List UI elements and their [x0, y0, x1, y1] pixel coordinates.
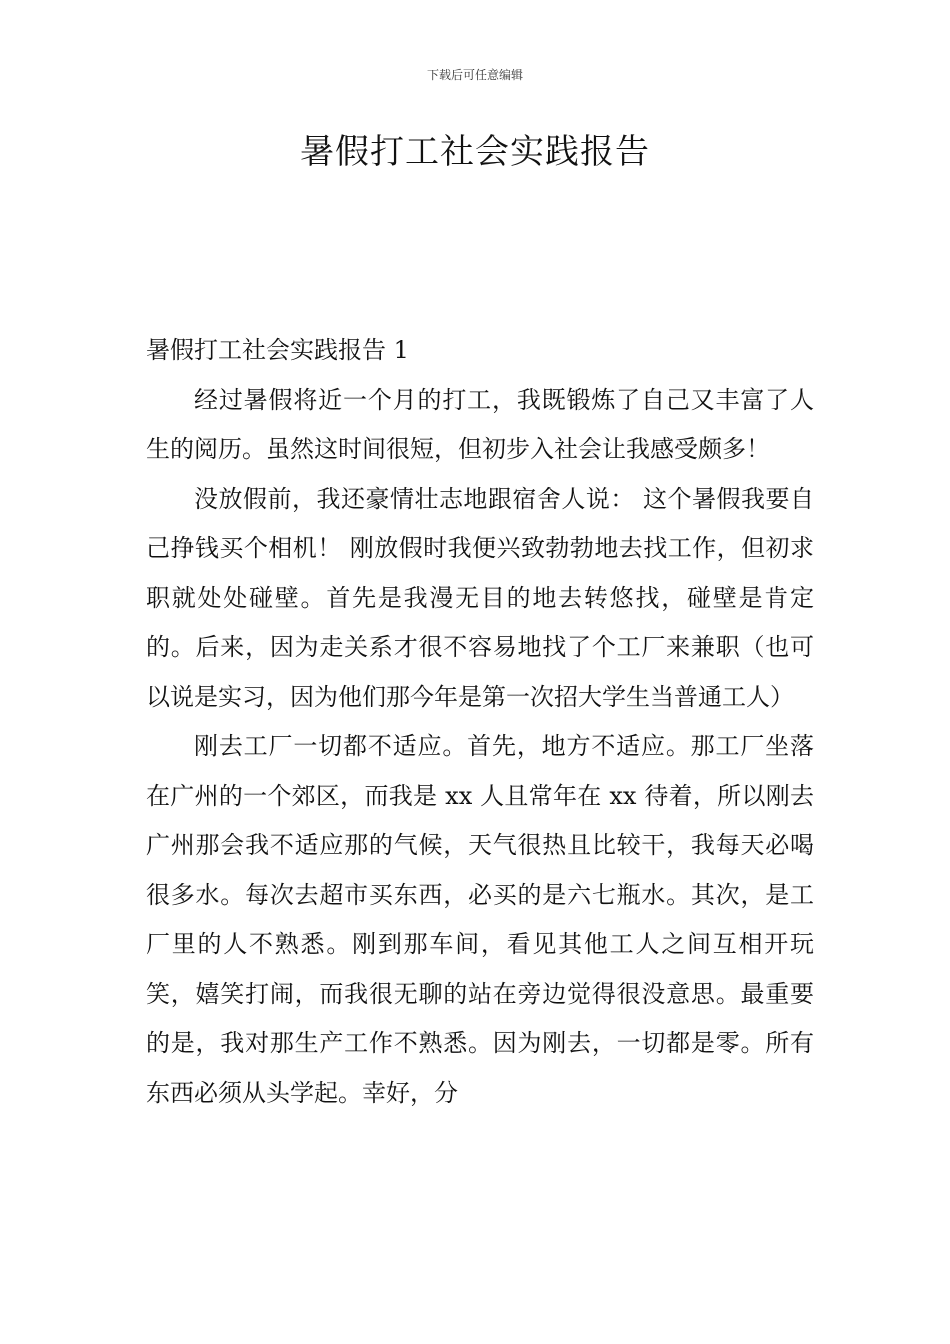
paragraph-3: 刚去工厂一切都不适应。首先，地方不适应。那工厂坐落在广州的一个郊区，而我是 xx 人且常年在 xx 待着，所以刚去广州那会我不适应那的气候，天气很热且比较干，我每天必喝很多水。每次去超市买东西，必买的是六七瓶水。其次，是工厂里的人不熟悉。刚到那车间，看见其他工人之间互相开玩笑，嬉笑打闹，而我很无聊的站在旁边觉得很没意思。最重要的是，我对那生产工作不熟悉。因为刚去，一切都是零。所有东西必须从头学起。幸好，分 [146, 732, 814, 1107]
document-title: 暑假打工社会实践报告 [300, 132, 650, 172]
header-note: 下载后可任意编辑 [426, 68, 523, 82]
section-heading: 暑假打工社会实践报告 1 [146, 336, 409, 364]
paragraph-2: 没放假前，我还豪情壮志地跟宿舍人说： 这个暑假我要自己挣钱买个相机！ 刚放假时我便兴致勃勃地去找工作，但初求职就处处碰壁。首先是我漫无目的地去转悠找，碰壁是肯定的。后来，因为走关系才很不容易地找了个工厂来兼职（也可以说是实习，因为他们那今年是第一次招大学生当普通工人） [146, 484, 814, 711]
document-body [146, 326, 814, 1118]
paragraph-1: 经过暑假将近一个月的打工，我既锻炼了自己又丰富了人生的阅历。虽然这时间很短，但初步入社会让我感受颇多！ [146, 385, 814, 463]
